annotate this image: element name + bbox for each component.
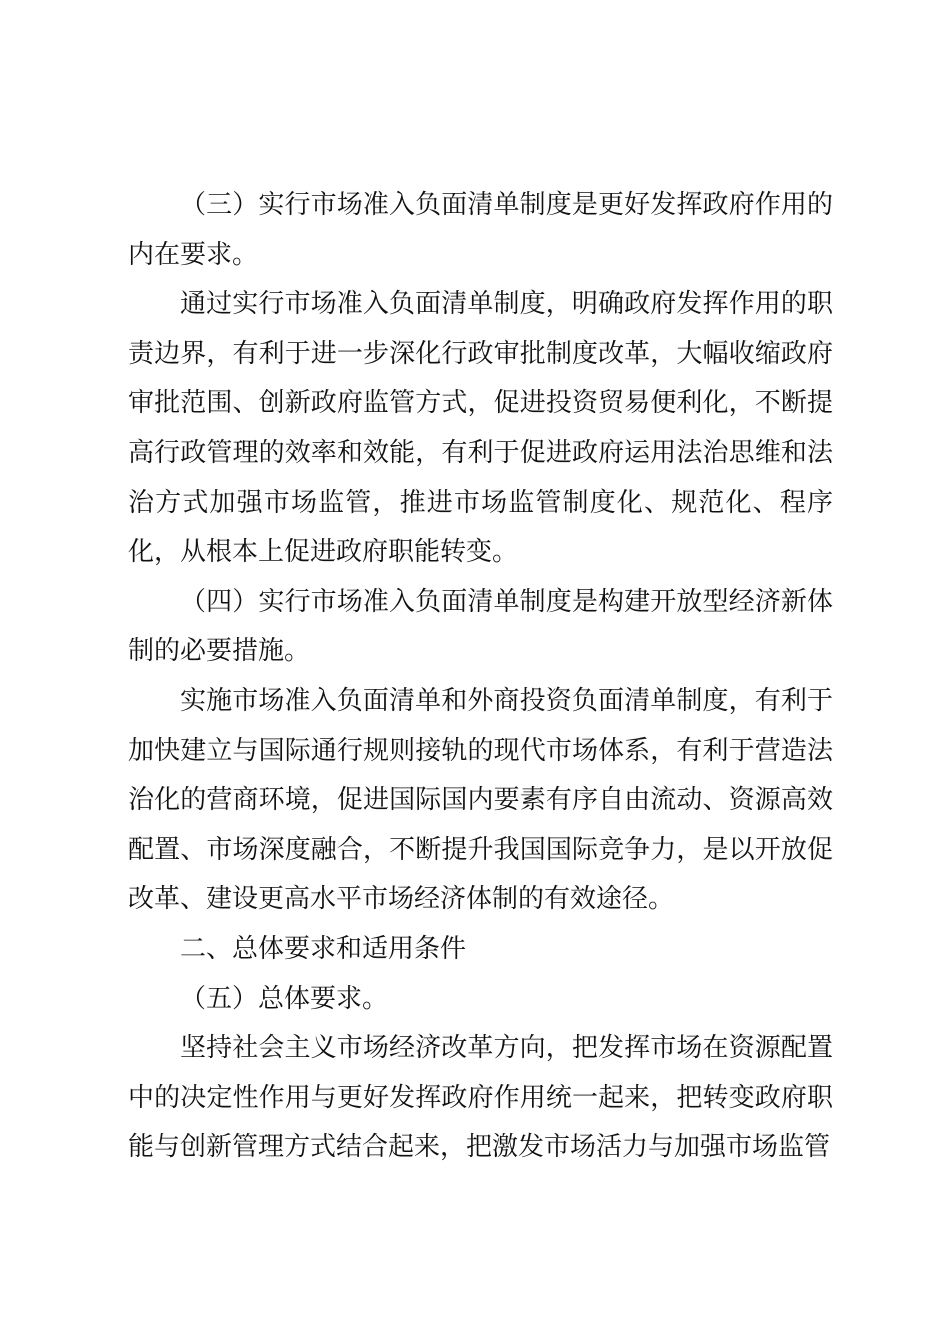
section-heading-3: （三）实行市场准入负面清单制度是更好发挥政府作用的内在要求。: [128, 190, 833, 270]
section-heading-5: （五）总体要求。: [180, 983, 389, 1014]
body-paragraph: 实施市场准入负面清单和外商投资负面清单制度，有利于加快建立与国际通行规则接轨的现代市场体系，有利于营造法治化的营商环境，促进国际国内要素有序自由流动、资源高效配置、市场深度融合，不断提升我国国际竞争力，是以开放促改革、建设更高水平市场经济体制的有效途径。: [128, 685, 833, 915]
document-body: [128, 181, 833, 1173]
chapter-heading: 二、总体要求和适用条件: [180, 933, 467, 964]
section-heading-4: （四）实行市场准入负面清单制度是构建开放型经济新体制的必要措施。: [128, 586, 833, 667]
body-paragraph: 通过实行市场准入负面清单制度，明确政府发挥作用的职责边界，有利于进一步深化行政审批制度改革，大幅收缩政府审批范围、创新政府监管方式，促进投资贸易便利化，不断提高行政管理的效率和效能，有利于促进政府运用法治思维和法治方式加强市场监管，推进市场监管制度化、规范化、程序化，从根本上促进政府职能转变。: [128, 289, 833, 568]
body-paragraph: 坚持社会主义市场经济改革方向，把发挥市场在资源配置中的决定性作用与更好发挥政府作用统一起来，把转变政府职能与创新管理方式结合起来，把激发市场活力与加强市场监管: [128, 1033, 833, 1163]
